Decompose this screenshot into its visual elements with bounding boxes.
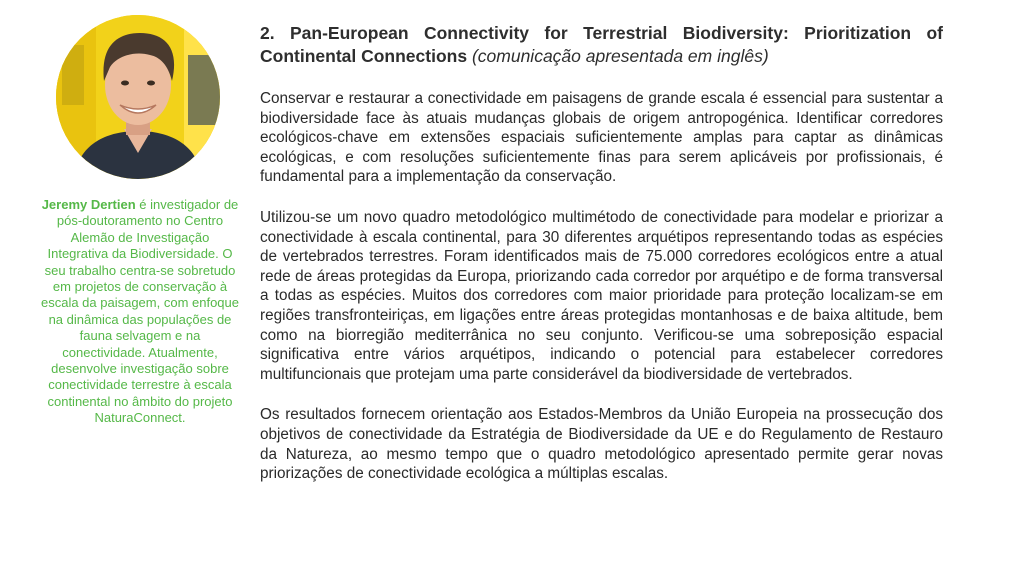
article-paragraph-1: Conservar e restaurar a conectividade em paisagens de grande escala é essencial para sustentar a biodiversidade face às atuais mudanças globais de origem antropogénica. Identificar corredores ecológicos-chave em extensões espaciais suficientemente amplas para captar as dinâmicas ecológicas, e com resoluções suficientemente finas para serem aplicáveis por profissionais, é fundamental para a implementação da conservação. <box>260 90 943 186</box>
article-paragraph-3: Os resultados fornecem orientação aos Estados-Membros da União Europeia na prossecução dos objetivos de conectividade da Estratégia de Biodiversidade da UE e do Regulamento de Restauro da Natureza, ao mesmo tempo que o quadro metodológico apresentado permite gerar novas priorizações de conectividade ecológica a múltiplas escalas. <box>260 406 943 483</box>
article-title <box>260 22 943 68</box>
speaker-bio <box>40 197 240 427</box>
article-paragraph-2: Utilizou-se um novo quadro metodológico multimétodo de conectividade para modelar e priorizar a conectividade à escala continental, para 30 diferentes arquétipos representando todas as espécies de vertebrados terrestres. Foram identificados mais de 75.000 corredores ecológicos entre a atual rede de áreas protegidas da Europa, priorizando cada corredor por arquétipo e de forma transversal a todas as espécies. Muitos dos corredores com maior prioridade para proteção localizam-se em regiões transfronteiriças, em ligações entre áreas protegidas montanhosas e de baixa altitude, bem como na biorregião mediterrânica no seu conjunto. Verificou-se uma sobreposição espacial significativa entre vários arquétipos, indicando o potencial para estabelecer corredores multifuncionais que protejam uma parte considerável da biodiversidade de vertebrados. <box>260 208 943 383</box>
article <box>260 22 943 484</box>
speaker-bio-text: é investigador de pós-doutoramento no Centro Alemão de Investigação Integrativa da Biodiversidade. O seu trabalho centra-se sobretudo em projetos de conservação à escala da paisagem, com enfoque na dinâmica das populações de fauna selvagem e na conectividade. Atualmente, desenvolve investigação sobre conectividade terrestre à escala continental no âmbito do projeto NaturaConnect. <box>40 197 239 426</box>
speaker-name: Jeremy Dertien <box>41 197 136 212</box>
speaker-photo <box>56 15 220 179</box>
article-title-note: (comunicação apresentada em inglês) <box>471 46 769 66</box>
article-title-text: 2. Pan-European Connectivity for Terrestrial Biodiversity: Prioritization of Continental Connections <box>260 23 943 66</box>
speaker-sidebar <box>40 0 240 561</box>
